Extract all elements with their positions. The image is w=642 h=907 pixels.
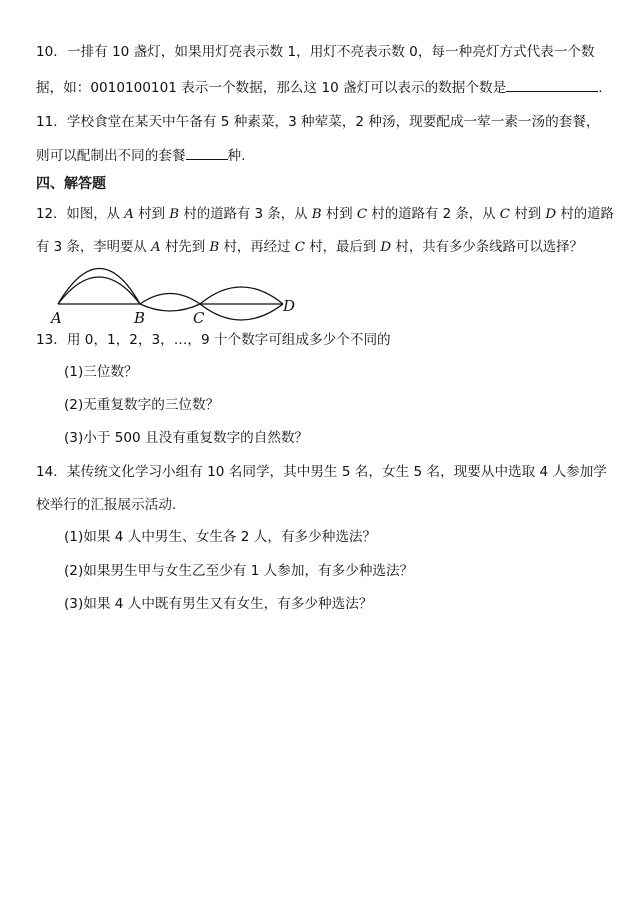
q10-end: . [598,80,603,96]
q12-l2-s5: C [294,240,305,255]
q12-l1-s7: C [356,207,368,222]
q13-part-1: (1)三位数？ [64,364,138,380]
route-c-d-3 [200,304,283,320]
q14-line-2: 校举行的汇报展示活动. [36,497,177,513]
q14-part-2: (2)如果男生甲与女生乙至少有 1 人参加，有多少种选法？ [64,563,414,579]
q12-l1-s3: B [169,207,180,222]
route-c-d-2 [200,287,283,304]
q11-end: 种. [227,148,246,164]
q14-part-1: (1)如果 4 人中男生、女生各 2 人，有多少种选法？ [64,529,377,545]
q14-part-3: (3)如果 4 人中既有男生又有女生，有多少种选法？ [64,596,373,612]
q12-l2-s1: A [151,240,161,255]
q12-l2-s4: 村，再经过 [219,240,295,255]
q10-line-1: 10．一排有 10 盏灯，如果用灯亮表示数 1，用灯不亮表示数 0，每一种亮灯方式代表一个数 [36,44,595,60]
q13-part-3: (3)小于 500 且没有重复数字的自然数？ [64,430,309,446]
q13-stem: 13．用 0，1，2，3，…，9 十个数字可组成多少个不同的 [36,332,391,348]
q12-l1-s8: 村的道路有 2 条，从 [367,207,500,222]
q12-l1-s1: A [124,207,134,222]
q10-text: 据，如：0010100101 表示一个数据，那么这 10 盏灯可以表示的数据个数是 [36,80,507,96]
q12-l1-s10: 村到 [510,207,546,222]
section-heading: 四、解答题 [36,176,106,192]
route-b-c-2 [140,304,200,311]
q12-l2-s3: B [209,240,220,255]
q12-l2-s6: 村，最后到 [304,240,381,255]
q13-part-2: (2)无重复数字的三位数？ [64,397,220,413]
q12-l1-s6: 村到 [321,207,357,222]
q12-l1-s12: 村的道路 [556,207,614,222]
figure-label-a: A [51,309,62,327]
q12-l2-s0: 有 3 条，李明要从 [36,240,152,255]
q12-l1-s0: 12．如图，从 [36,207,125,222]
route-a-b-2 [58,277,140,304]
q12-l2-s7: D [380,240,392,255]
q11-text: 则可以配制出不同的套餐 [36,148,186,164]
figure-label-b: B [134,309,146,327]
figure-label-c: C [193,309,205,327]
q12-l1-s11: D [545,207,557,222]
q14-line-1: 14．某传统文化学习小组有 10 名同学，其中男生 5 名，女生 5 名，现要从中选取 4 人参加学 [36,464,607,480]
q12-l2-s8: 村，共有多少条线路可以选择？ [391,240,583,255]
figure-label-d: D [283,297,296,315]
q12-l1-s5: B [311,207,322,222]
route-a-b-3 [58,269,140,305]
q12-l1-s4: 村的道路有 3 条，从 [179,207,312,222]
q12-l1-s2: 村到 [133,207,170,222]
q11-line-1: 11．学校食堂在某天中午备有 5 种素菜，3 种荤菜，2 种汤，现要配成一荤一素一汤的套餐， [36,114,600,130]
route-b-c-1 [140,294,200,305]
q12-l2-s2: 村先到 [160,240,210,255]
q12-l1-s9: C [499,207,511,222]
